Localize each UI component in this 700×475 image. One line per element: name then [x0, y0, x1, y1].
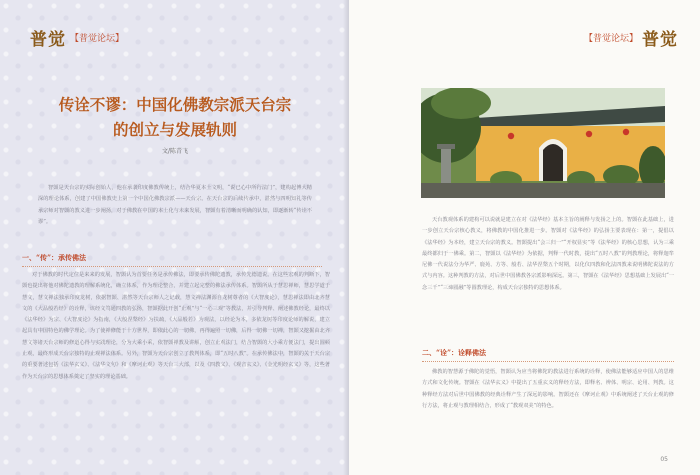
header-right	[580, 25, 678, 50]
article-abstract: 智顗是天台宗的实际创始人，他在承袭印度佛教传统上，结合华夏本土文明，“说已心中所行法门”，建构起博大精深的理论体系，创建了中国佛教史上第一个中国化佛教宗派——天台宗。在天台宗的后续传承中，湛然与四明知礼等传承宗师对智顗的教义进一步阐扬，对于佛教在中国的本土化与未来发展，智顗有着清晰而明确的认知，即逐渐转“传诠不谬”。	[38, 185, 312, 225]
magazine-logo: 普觉	[30, 30, 66, 50]
column-name-right: 【普觉论坛】	[583, 34, 638, 44]
article-title-line-1: 传诠不谬：中国化佛教宗派天台宗	[58, 95, 292, 114]
section-1-heading: 一、“传”：承传佛法	[22, 253, 322, 267]
article-title	[25, 92, 325, 142]
column-name: 【普觉论坛】	[70, 34, 125, 44]
section-2-heading: 二、“诠”：诠释佛法	[422, 348, 674, 362]
header-left	[30, 25, 128, 50]
temple-courtyard-photo	[421, 88, 665, 198]
page-number: 05	[660, 456, 668, 463]
magazine-logo-right: 普觉	[642, 30, 678, 50]
article-author: 文/陈青飞	[161, 148, 189, 155]
right-body-paragraph-1: 天台教观体系的建构可以说就是建立在对《法华经》基本主旨的阐释与发扬之上的。智顗在此基础上，进一步创立天台宗核心教义，将佛教的中国化推进一步。智顗对《法华经》的弘扬主要表现在：第一，提倡以《法华经》为本经，建立天台宗的教义。智顗提出“会三归一”“开权显实”等《法华经》的核心思想，认为三乘最终都归于一佛乘。第二，智顗以《法华经》为依据，判释一代时教，提出“五时八教”的判教理论，将释迦牟尼佛一代说法分为华严、鹿苑、方等、般若、法华涅槃五个时期，以化仪四教和化法四教来说明佛陀说法的方式与内容。这种判教的方法，对后世中国佛教各宗派影响深远。第三，智顗在《法华经》思想基础上发展出“一念三千”“三谛圆融”等圆教理论，构成天台宗独特的思想体系。	[422, 217, 674, 291]
section-1-body: 对于佛教的时代定位是来来的发展，智顗认为首要任务是承传佛法，即要承传佛陀遗教，承传先德遗说。在这些宏观的判断下，智顗也提出将他对佛陀遗教的理解系统化，确立体系，作为理论整合，并建立起完整的佛法承传体系。智顗所从于慧思禅师，慧思学道于慧文，慧文禅法独承印度龙树，依据智顗、湛然等天台宗师人之记载，慧文禅法渊源自龙树尊者的《大智度论》，慧思禅法即由北齐慧文的《大品般若经》的诠释，该经文笃通四教的弘扬，智顗据此开创“止观”与“一心三观”等教法，并引导判释、阐述佛教经论，最终以《法华经》为宗、《大智度论》为指南，《大般涅槃经》为扶疏，《大品般若》为观法，以经论为本，多依龙树等印度论师的解说，建立起具有中国特色的佛学理论。为了使禅修能于十方世界，即依此心的一切佛，再得遍照一切佛，后得一切佛一切禅，智顗又挖掘由北齐慧文等诸天台宗师的修道心得与实践理论，分为大乘小乘，依智顗禅教及讲解，创立止观法门，结合智顗的大小乘方便法门，提出圆顿止观，最终形成天台宗独特的止观禅法体系。另外，智顗为天台宗创立了教判体系，即“五时八教”。在承传佛法中，智顗的关于天台宗的重要著述包括《法华玄义》、《法华文句》和《摩诃止观》等天台三大部，以及《四教义》、《观音玄义》、《金光明经玄义》等，这些著作为天台宗的思想体系奠定了坚实的理论基础。	[22, 272, 330, 380]
photo-illustration	[421, 88, 665, 198]
left-page	[0, 0, 349, 475]
article-title-line-2: 的创立与发展轨则	[112, 120, 237, 139]
right-body-paragraph-2: 佛教的智慧源于佛陀的觉悟，智顗认为应当将佛陀的教法进行系统的诠释，使佛法能够适应中国人的思维方式和文化传统。智顗在《法华玄义》中提出了五重玄义的释经方法，即释名、辨体、明宗、论用、判教。这种释经方法对后世中国佛教的经典诠释产生了深远的影响。智顗还在《摩诃止观》中系统阐述了天台止观的修行方法，将止观与教理相结合，形成了“教观双美”的特色。	[422, 369, 674, 409]
